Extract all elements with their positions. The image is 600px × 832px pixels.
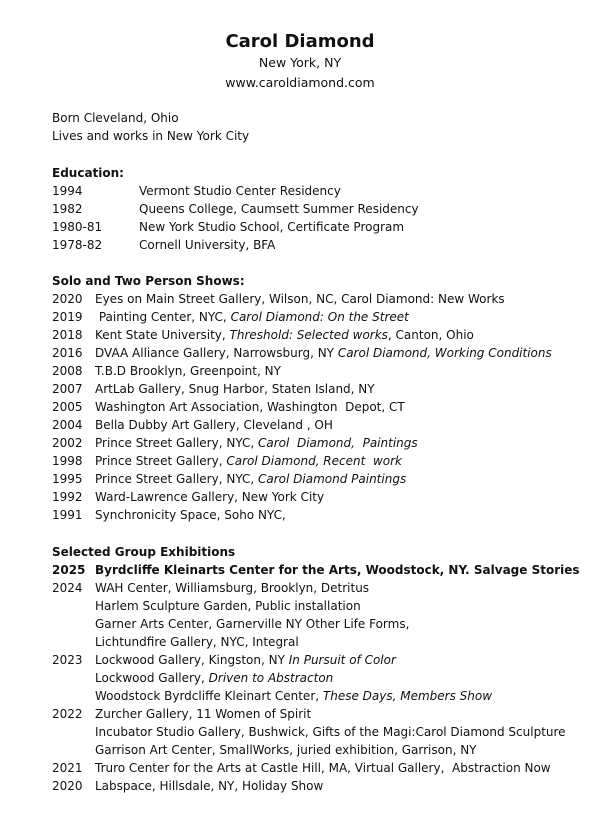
group-exhibition-title: In Pursuit of Color <box>288 653 396 667</box>
group-exhibition <box>52 579 582 597</box>
group-exhibition-text: Labspace, Hillsdale, NY, Holiday Show <box>95 779 324 793</box>
solo-show <box>52 452 582 470</box>
solo-shows-list <box>52 290 582 524</box>
solo-show-text: ArtLab Gallery, Snug Harbor, Staten Island, NY <box>95 382 375 396</box>
solo-show <box>52 344 582 362</box>
solo-show-text: Prince Street Gallery, NYC, <box>95 472 258 486</box>
solo-show-year: 2016 <box>52 346 83 360</box>
solo-shows-section <box>52 272 582 524</box>
solo-show-text: Kent State University, <box>95 328 230 342</box>
education-item <box>52 218 582 236</box>
solo-show <box>52 434 582 452</box>
solo-show-title: Carol Diamond, Working Conditions <box>337 346 552 360</box>
group-exhibition-text: Garner Arts Center, Garnerville NY Other Life Forms, <box>95 617 410 631</box>
group-exhibition <box>52 669 582 687</box>
education-year: 1994 <box>52 184 83 198</box>
group-exhibition-text: WAH Center, Williamsburg, Brooklyn, Detritus <box>95 581 370 595</box>
solo-show-title: Carol Diamond: On the Street <box>230 310 409 324</box>
group-exhibition-year: 2023 <box>52 653 83 667</box>
artist-location: New York, NY <box>258 55 342 70</box>
group-exhibition <box>52 705 582 723</box>
group-exhibition-year: 2024 <box>52 581 83 595</box>
group-exhibition <box>52 561 582 579</box>
education-text: New York Studio School, Certificate Program <box>139 220 405 234</box>
solo-show <box>52 362 582 380</box>
solo-show <box>52 470 582 488</box>
group-exhibition-text: Incubator Studio Gallery, Bushwick, Gifts of the Magi:Carol Diamond Sculpture <box>95 725 566 739</box>
solo-show <box>52 308 582 326</box>
solo-show-title: Carol Diamond, Recent work <box>226 454 402 468</box>
group-exhibition-title: Driven to Abstracton <box>208 671 334 685</box>
solo-show-year: 2008 <box>52 364 83 378</box>
solo-show-year: 1991 <box>52 508 83 522</box>
group-exhibitions-section <box>52 543 582 795</box>
group-exhibition <box>52 759 582 777</box>
solo-show-text: Ward-Lawrence Gallery, New York City <box>95 490 325 504</box>
resume-header <box>0 31 600 93</box>
solo-show-text: Synchronicity Space, Soho NYC, <box>95 508 286 522</box>
solo-show-year: 2020 <box>52 292 83 306</box>
solo-show <box>52 398 582 416</box>
group-exhibition <box>52 597 582 615</box>
solo-show-text: T.B.D Brooklyn, Greenpoint, NY <box>95 364 281 378</box>
solo-show <box>52 326 582 344</box>
solo-show <box>52 416 582 434</box>
group-exhibition <box>52 633 582 651</box>
group-exhibition <box>52 687 582 705</box>
solo-show-title: Carol Diamond Paintings <box>258 472 407 486</box>
solo-show-text: Bella Dubby Art Gallery, Cleveland , OH <box>95 418 333 432</box>
solo-show-text: Prince Street Gallery, <box>95 454 227 468</box>
solo-show-year: 2018 <box>52 328 83 342</box>
solo-show <box>52 506 582 524</box>
group-exhibition-text: Harlem Sculpture Garden, Public installation <box>95 599 361 613</box>
solo-show-title: Threshold: Selected works <box>229 328 388 342</box>
group-exhibitions-list <box>52 561 582 795</box>
education-year: 1980-81 <box>52 220 103 234</box>
group-exhibition <box>52 777 582 795</box>
artist-name: Carol Diamond <box>225 31 375 52</box>
group-exhibition-text: Zurcher Gallery, 11 Women of Spirit <box>95 707 312 721</box>
group-exhibition-year: 2020 <box>52 779 83 793</box>
solo-shows-heading: Solo and Two Person Shows: <box>52 274 245 288</box>
solo-show-year: 2019 <box>52 310 83 324</box>
solo-show-location: , Canton, Ohio <box>387 328 474 342</box>
solo-show-text: DVAA Alliance Gallery, Narrowsburg, NY <box>95 346 338 360</box>
education-year: 1978-82 <box>52 238 103 252</box>
solo-show-title: Carol Diamond, Paintings <box>258 436 418 450</box>
solo-show-text: Washington Art Association, Washington Depot, CT <box>95 400 405 414</box>
group-exhibition-text: Lockwood Gallery, <box>95 671 209 685</box>
group-exhibition-year: 2022 <box>52 707 83 721</box>
solo-show-text: Prince Street Gallery, NYC, <box>95 436 258 450</box>
group-exhibition-text: Lichtundfire Gallery, NYC, Integral <box>95 635 299 649</box>
group-exhibition-text: Garrison Art Center, SmallWorks, juried exhibition, Garrison, NY <box>95 743 477 757</box>
solo-show <box>52 488 582 506</box>
artist-website[interactable]: www.caroldiamond.com <box>225 75 375 90</box>
group-exhibition-year: 2025 <box>52 563 86 577</box>
education-heading: Education: <box>52 166 124 180</box>
group-exhibitions-heading: Selected Group Exhibitions <box>52 545 236 559</box>
group-exhibition-text: Woodstock Byrdcliffe Kleinart Center, <box>95 689 323 703</box>
education-text: Cornell University, BFA <box>139 238 276 252</box>
group-exhibition-text: Byrdcliffe Kleinarts Center for the Arts, Woodstock, NY. Salvage Stories <box>95 563 580 577</box>
solo-show <box>52 290 582 308</box>
group-exhibition <box>52 651 582 669</box>
solo-show-year: 2004 <box>52 418 83 432</box>
group-exhibition-year: 2021 <box>52 761 83 775</box>
group-exhibition <box>52 723 582 741</box>
group-exhibition <box>52 741 582 759</box>
education-item <box>52 236 582 254</box>
lives-line: Lives and works in New York City <box>52 129 250 143</box>
solo-show-year: 1995 <box>52 472 83 486</box>
solo-show-text: Painting Center, NYC, <box>95 310 231 324</box>
solo-show-year: 2002 <box>52 436 83 450</box>
solo-show <box>52 380 582 398</box>
education-item <box>52 182 582 200</box>
solo-show-year: 2007 <box>52 382 83 396</box>
group-exhibition-title: These Days, Members Show <box>322 689 493 703</box>
education-text: Queens College, Caumsett Summer Residency <box>139 202 419 216</box>
group-exhibition-text: Truro Center for the Arts at Castle Hill, MA, Virtual Gallery, Abstraction Now <box>95 761 551 775</box>
education-text: Vermont Studio Center Residency <box>139 184 341 198</box>
group-exhibition <box>52 615 582 633</box>
solo-show-text: Eyes on Main Street Gallery, Wilson, NC, Carol Diamond: New Works <box>95 292 505 306</box>
solo-show-year: 1998 <box>52 454 83 468</box>
bio-section <box>52 109 582 145</box>
education-section <box>52 164 582 254</box>
education-item <box>52 200 582 218</box>
born-line: Born Cleveland, Ohio <box>52 111 179 125</box>
solo-show-year: 1992 <box>52 490 83 504</box>
solo-show-year: 2005 <box>52 400 83 414</box>
group-exhibition-text: Lockwood Gallery, Kingston, NY <box>95 653 289 667</box>
education-year: 1982 <box>52 202 83 216</box>
